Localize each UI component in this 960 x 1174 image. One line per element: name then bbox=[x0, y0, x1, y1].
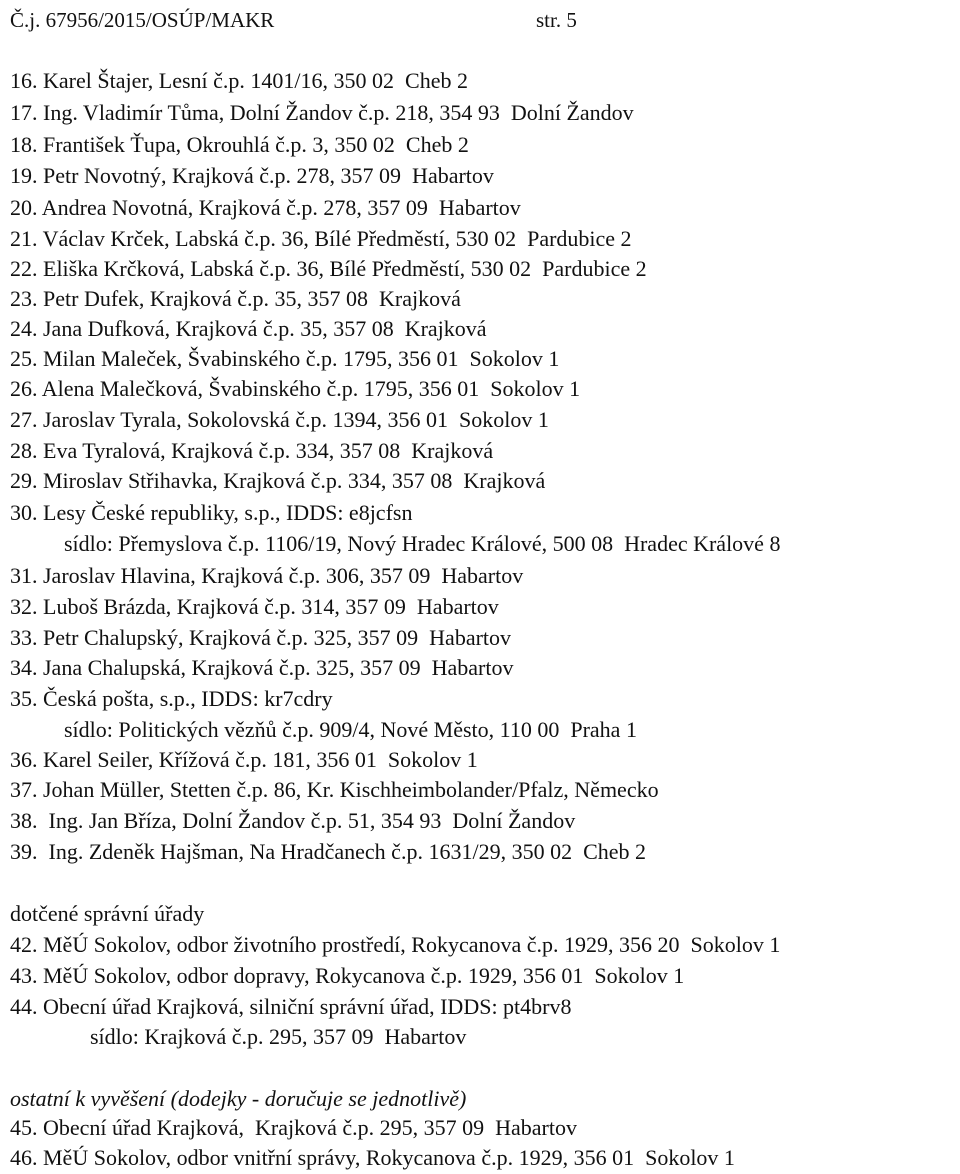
addressee-line: 20. Andrea Novotná, Krajková č.p. 278, 357 09 Habartov bbox=[10, 195, 521, 220]
addressee-line: 26. Alena Malečková, Švabinského č.p. 1795, 356 01 Sokolov 1 bbox=[10, 376, 581, 401]
addressee-line: 25. Milan Maleček, Švabinského č.p. 1795, 356 01 Sokolov 1 bbox=[10, 346, 560, 371]
addressee-line: 33. Petr Chalupský, Krajková č.p. 325, 357 09 Habartov bbox=[10, 625, 512, 650]
addressee-line: 16. Karel Štajer, Lesní č.p. 1401/16, 350 02 Cheb 2 bbox=[10, 68, 468, 93]
document-reference: Č.j. 67956/2015/OSÚP/MAKR bbox=[10, 8, 275, 32]
addressee-line: 36. Karel Seiler, Křížová č.p. 181, 356 01 Sokolov 1 bbox=[10, 747, 478, 772]
addressee-line: 21. Václav Krček, Labská č.p. 36, Bílé Předměstí, 530 02 Pardubice 2 bbox=[10, 226, 632, 251]
addressee-line: 38. Ing. Jan Bříza, Dolní Žandov č.p. 51, 354 93 Dolní Žandov bbox=[10, 808, 576, 833]
addressee-line: 32. Luboš Brázda, Krajková č.p. 314, 357 09 Habartov bbox=[10, 594, 499, 619]
addressee-line: 30. Lesy České republiky, s.p., IDDS: e8jcfsn bbox=[10, 500, 413, 525]
section-heading: ostatní k vyvěšení (dodejky - doručuje se jednotlivě) bbox=[10, 1086, 467, 1111]
addressee-line: 37. Johan Müller, Stetten č.p. 86, Kr. Kischheimbolander/Pfalz, Německo bbox=[10, 777, 659, 802]
addressee-line: 22. Eliška Krčková, Labská č.p. 36, Bílé Předměstí, 530 02 Pardubice 2 bbox=[10, 256, 647, 281]
addressee-seat-line: sídlo: Přemyslova č.p. 1106/19, Nový Hradec Králové, 500 08 Hradec Králové 8 bbox=[64, 531, 781, 556]
addressee-line: 39. Ing. Zdeněk Hajšman, Na Hradčanech č.p. 1631/29, 350 02 Cheb 2 bbox=[10, 839, 647, 864]
addressee-line: 43. MěÚ Sokolov, odbor dopravy, Rokycanova č.p. 1929, 356 01 Sokolov 1 bbox=[10, 963, 685, 988]
addressee-line: 17. Ing. Vladimír Tůma, Dolní Žandov č.p. 218, 354 93 Dolní Žandov bbox=[10, 100, 634, 125]
addressee-line: 24. Jana Dufková, Krajková č.p. 35, 357 08 Krajková bbox=[10, 316, 487, 341]
addressee-line: 29. Miroslav Střihavka, Krajková č.p. 334, 357 08 Krajková bbox=[10, 468, 546, 493]
addressee-line: 44. Obecní úřad Krajková, silniční správní úřad, IDDS: pt4brv8 bbox=[10, 994, 572, 1019]
page-number: str. 5 bbox=[536, 8, 577, 32]
addressee-line: 35. Česká pošta, s.p., IDDS: kr7cdry bbox=[10, 686, 333, 711]
addressee-line: 27. Jaroslav Tyrala, Sokolovská č.p. 1394, 356 01 Sokolov 1 bbox=[10, 407, 549, 432]
addressee-line: 19. Petr Novotný, Krajková č.p. 278, 357 09 Habartov bbox=[10, 163, 494, 188]
addressee-line: 31. Jaroslav Hlavina, Krajková č.p. 306, 357 09 Habartov bbox=[10, 563, 524, 588]
section-heading: dotčené správní úřady bbox=[10, 901, 205, 926]
addressee-line: 23. Petr Dufek, Krajková č.p. 35, 357 08 Krajková bbox=[10, 286, 461, 311]
addressee-seat-line: sídlo: Politických vězňů č.p. 909/4, Nové Město, 110 00 Praha 1 bbox=[64, 717, 637, 742]
addressee-line: 46. MěÚ Sokolov, odbor vnitřní správy, Rokycanova č.p. 1929, 356 01 Sokolov 1 bbox=[10, 1145, 735, 1170]
addressee-line: 34. Jana Chalupská, Krajková č.p. 325, 357 09 Habartov bbox=[10, 655, 514, 680]
addressee-seat-line: sídlo: Krajková č.p. 295, 357 09 Habartov bbox=[90, 1024, 467, 1049]
addressee-line: 45. Obecní úřad Krajková, Krajková č.p. 295, 357 09 Habartov bbox=[10, 1115, 577, 1140]
addressee-line: 28. Eva Tyralová, Krajková č.p. 334, 357 08 Krajková bbox=[10, 438, 494, 463]
addressee-line: 42. MěÚ Sokolov, odbor životního prostředí, Rokycanova č.p. 1929, 356 20 Sokolov 1 bbox=[10, 932, 781, 957]
addressee-line: 18. František Ťupa, Okrouhlá č.p. 3, 350 02 Cheb 2 bbox=[10, 132, 469, 157]
